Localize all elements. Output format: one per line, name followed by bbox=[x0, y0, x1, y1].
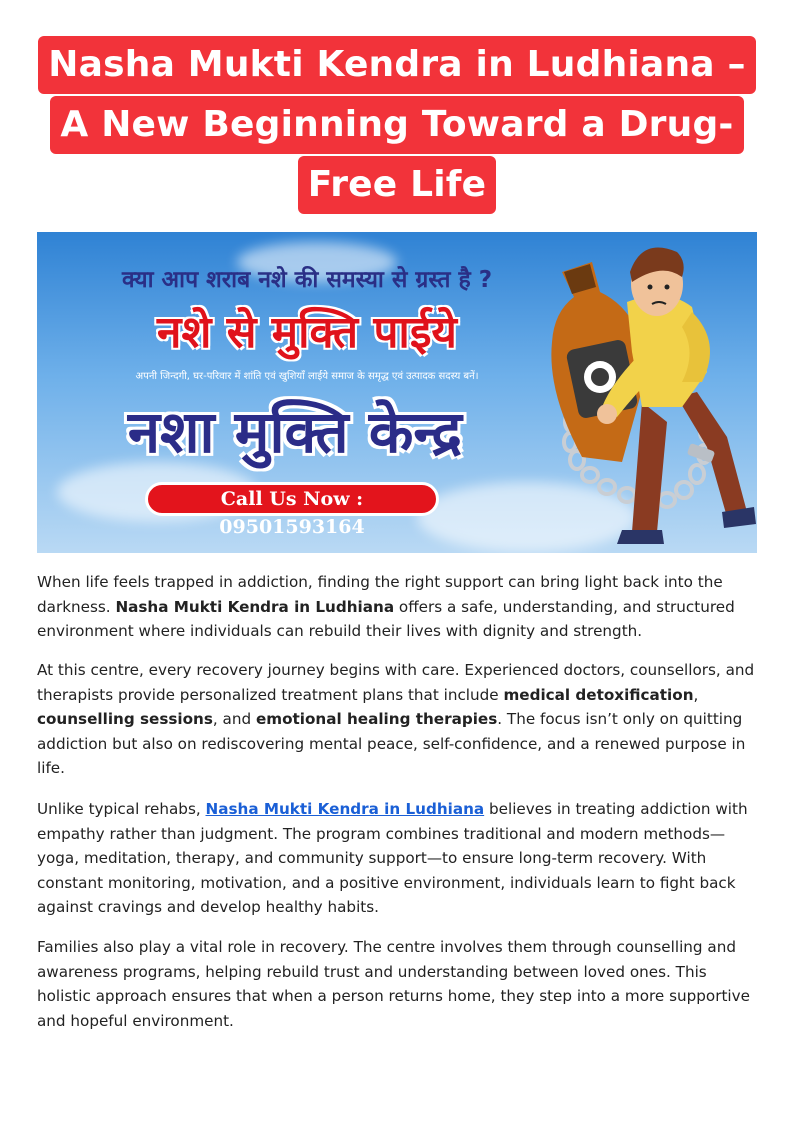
bold-kendra-name: Nasha Mukti Kendra in Ludhiana bbox=[115, 597, 395, 616]
banner-question: क्या आप शराब नशे की समस्या से ग्रस्त है ? bbox=[121, 267, 493, 293]
banner-tagline: अपनी जिन्दगी, घर-परिवार में शांति एवं खुशियाँ लाईये समाज के समृद्ध एवं उत्पादक सदस्य बनें। bbox=[135, 371, 479, 382]
title-line-1: Nasha Mukti Kendra in Ludhiana – bbox=[38, 36, 755, 94]
banner-headline: नशे से मुक्ति पाईये bbox=[157, 307, 457, 358]
paragraph-care: At this centre, every recovery journey begins with care. Experienced doctors, counsellors, and therapists provide personalized treatment plans that include medical detoxification, counselling sessions, and emotional healing therapies. The focus isn’t only on quitting addiction but also on rediscovering mental peace, self-confidence, and a renewed purpose in life. bbox=[37, 661, 755, 778]
title-line-3: Free Life bbox=[298, 156, 497, 214]
paragraph-approach: Unlike typical rehabs, Nasha Mukti Kendra in Ludhiana believes in treating addiction with empathy rather than judgment. The program combines traditional and modern methods—yoga, meditation, therapy, and community support—to ensure long-term recovery. With constant monitoring, motivation, and a positive environment, individuals learn to fight back against cravings and develop healthy habits. bbox=[37, 800, 748, 917]
banner-image bbox=[37, 232, 757, 553]
kendra-link[interactable]: Nasha Mukti Kendra in Ludhiana bbox=[205, 800, 485, 818]
paragraph-intro: When life feels trapped in addiction, finding the right support can bring light back into the darkness. Nasha Mukti Kendra in Ludhiana offers a safe, understanding, and structured environment where individuals can rebuild their lives with dignity and strength. bbox=[37, 573, 735, 641]
paragraph-families: Families also play a vital role in recovery. The centre involves them through counselling and awareness programs, helping rebuild trust and understanding between loved ones. This holistic approach ensures that when a person returns home, they step into a more supportive and hopeful environment. bbox=[37, 938, 750, 1030]
call-us-button[interactable]: Call Us Now : 09501593164 bbox=[145, 482, 439, 516]
page-title bbox=[0, 36, 794, 216]
title-line-2: A New Beginning Toward a Drug- bbox=[50, 96, 743, 154]
banner-centre-name: नशा मुक्ति केन्द्र bbox=[127, 398, 463, 466]
man-with-bottle-illustration bbox=[492, 232, 757, 553]
